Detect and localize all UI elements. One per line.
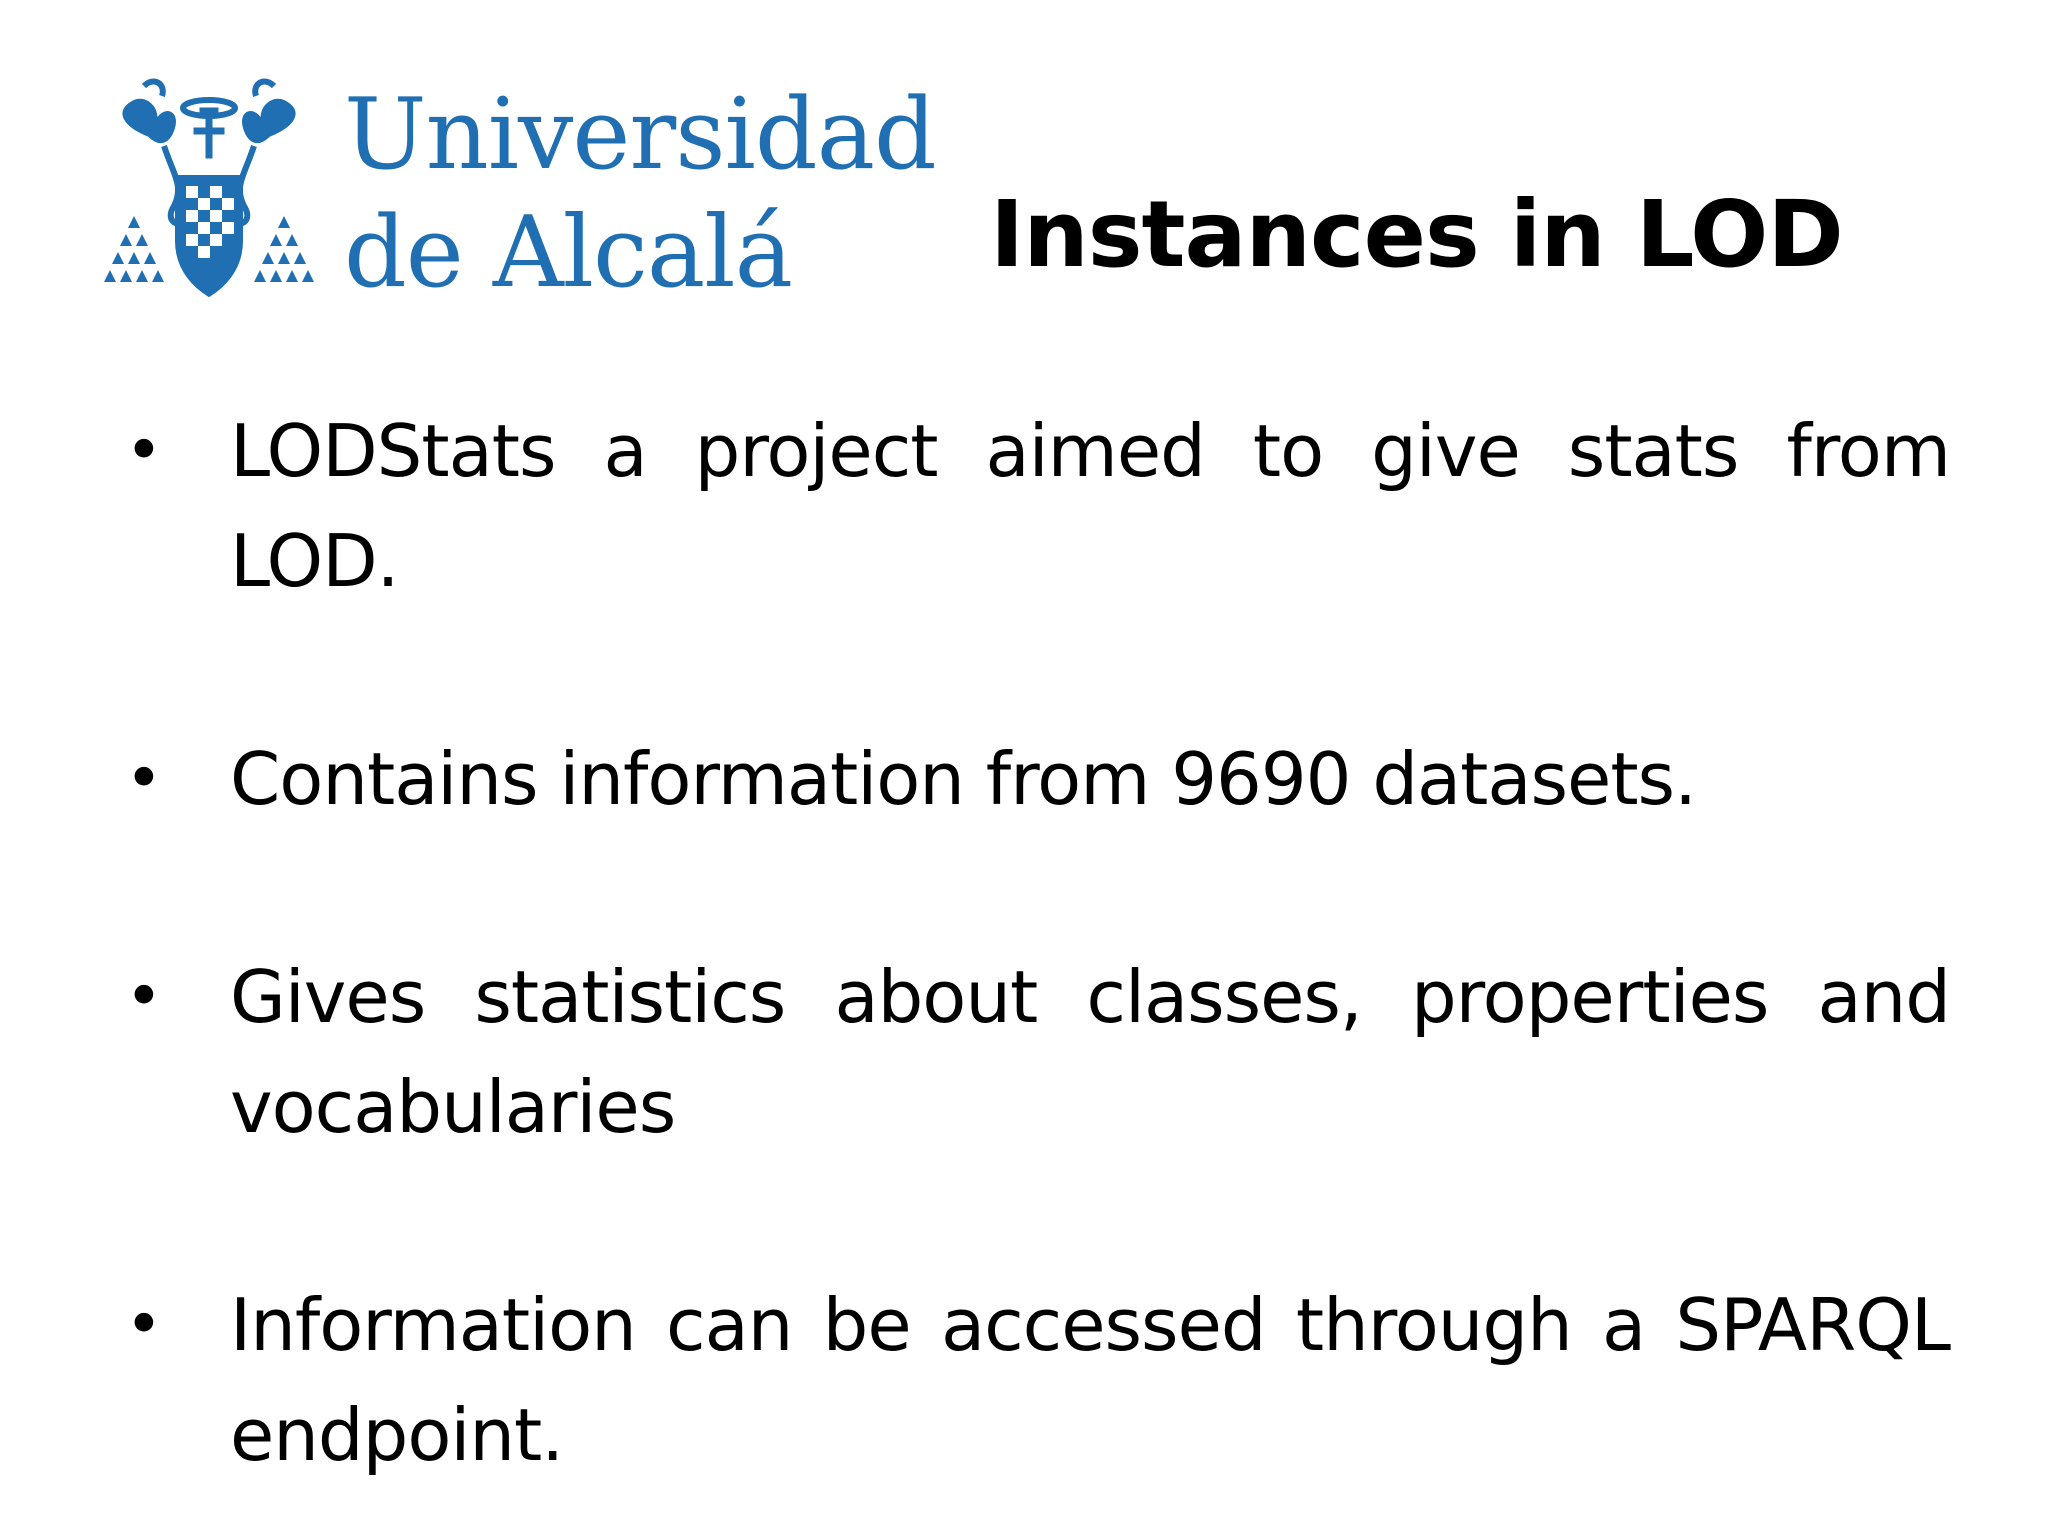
bullet-text: Gives statistics about classes, properties and vocabularies: [230, 955, 1950, 1149]
bullet-dot-icon: •: [125, 1288, 162, 1362]
university-name: [344, 76, 936, 312]
university-name-line2: de Alcalá: [344, 196, 793, 310]
bullet-item: [120, 396, 1950, 616]
university-logo: [104, 66, 936, 310]
bullet-dot-icon: •: [125, 742, 162, 816]
bullet-list: [120, 396, 1950, 1490]
bullet-item: [120, 1270, 1950, 1490]
slide-title: Instances in LOD: [990, 181, 1843, 288]
bullet-item: [120, 724, 1950, 834]
university-name-line1: Universidad: [344, 78, 936, 192]
bullet-item: [120, 942, 1950, 1162]
bullet-text: LODStats a project aimed to give stats from LOD.: [230, 409, 1950, 603]
bullet-text: Information can be accessed through a SPARQL endpoint.: [230, 1283, 1950, 1477]
university-coat-of-arms-icon: [104, 66, 314, 306]
bullet-dot-icon: •: [125, 414, 162, 488]
bullet-dot-icon: •: [125, 960, 162, 1034]
bullet-text: Contains information from 9690 datasets.: [230, 737, 1696, 821]
